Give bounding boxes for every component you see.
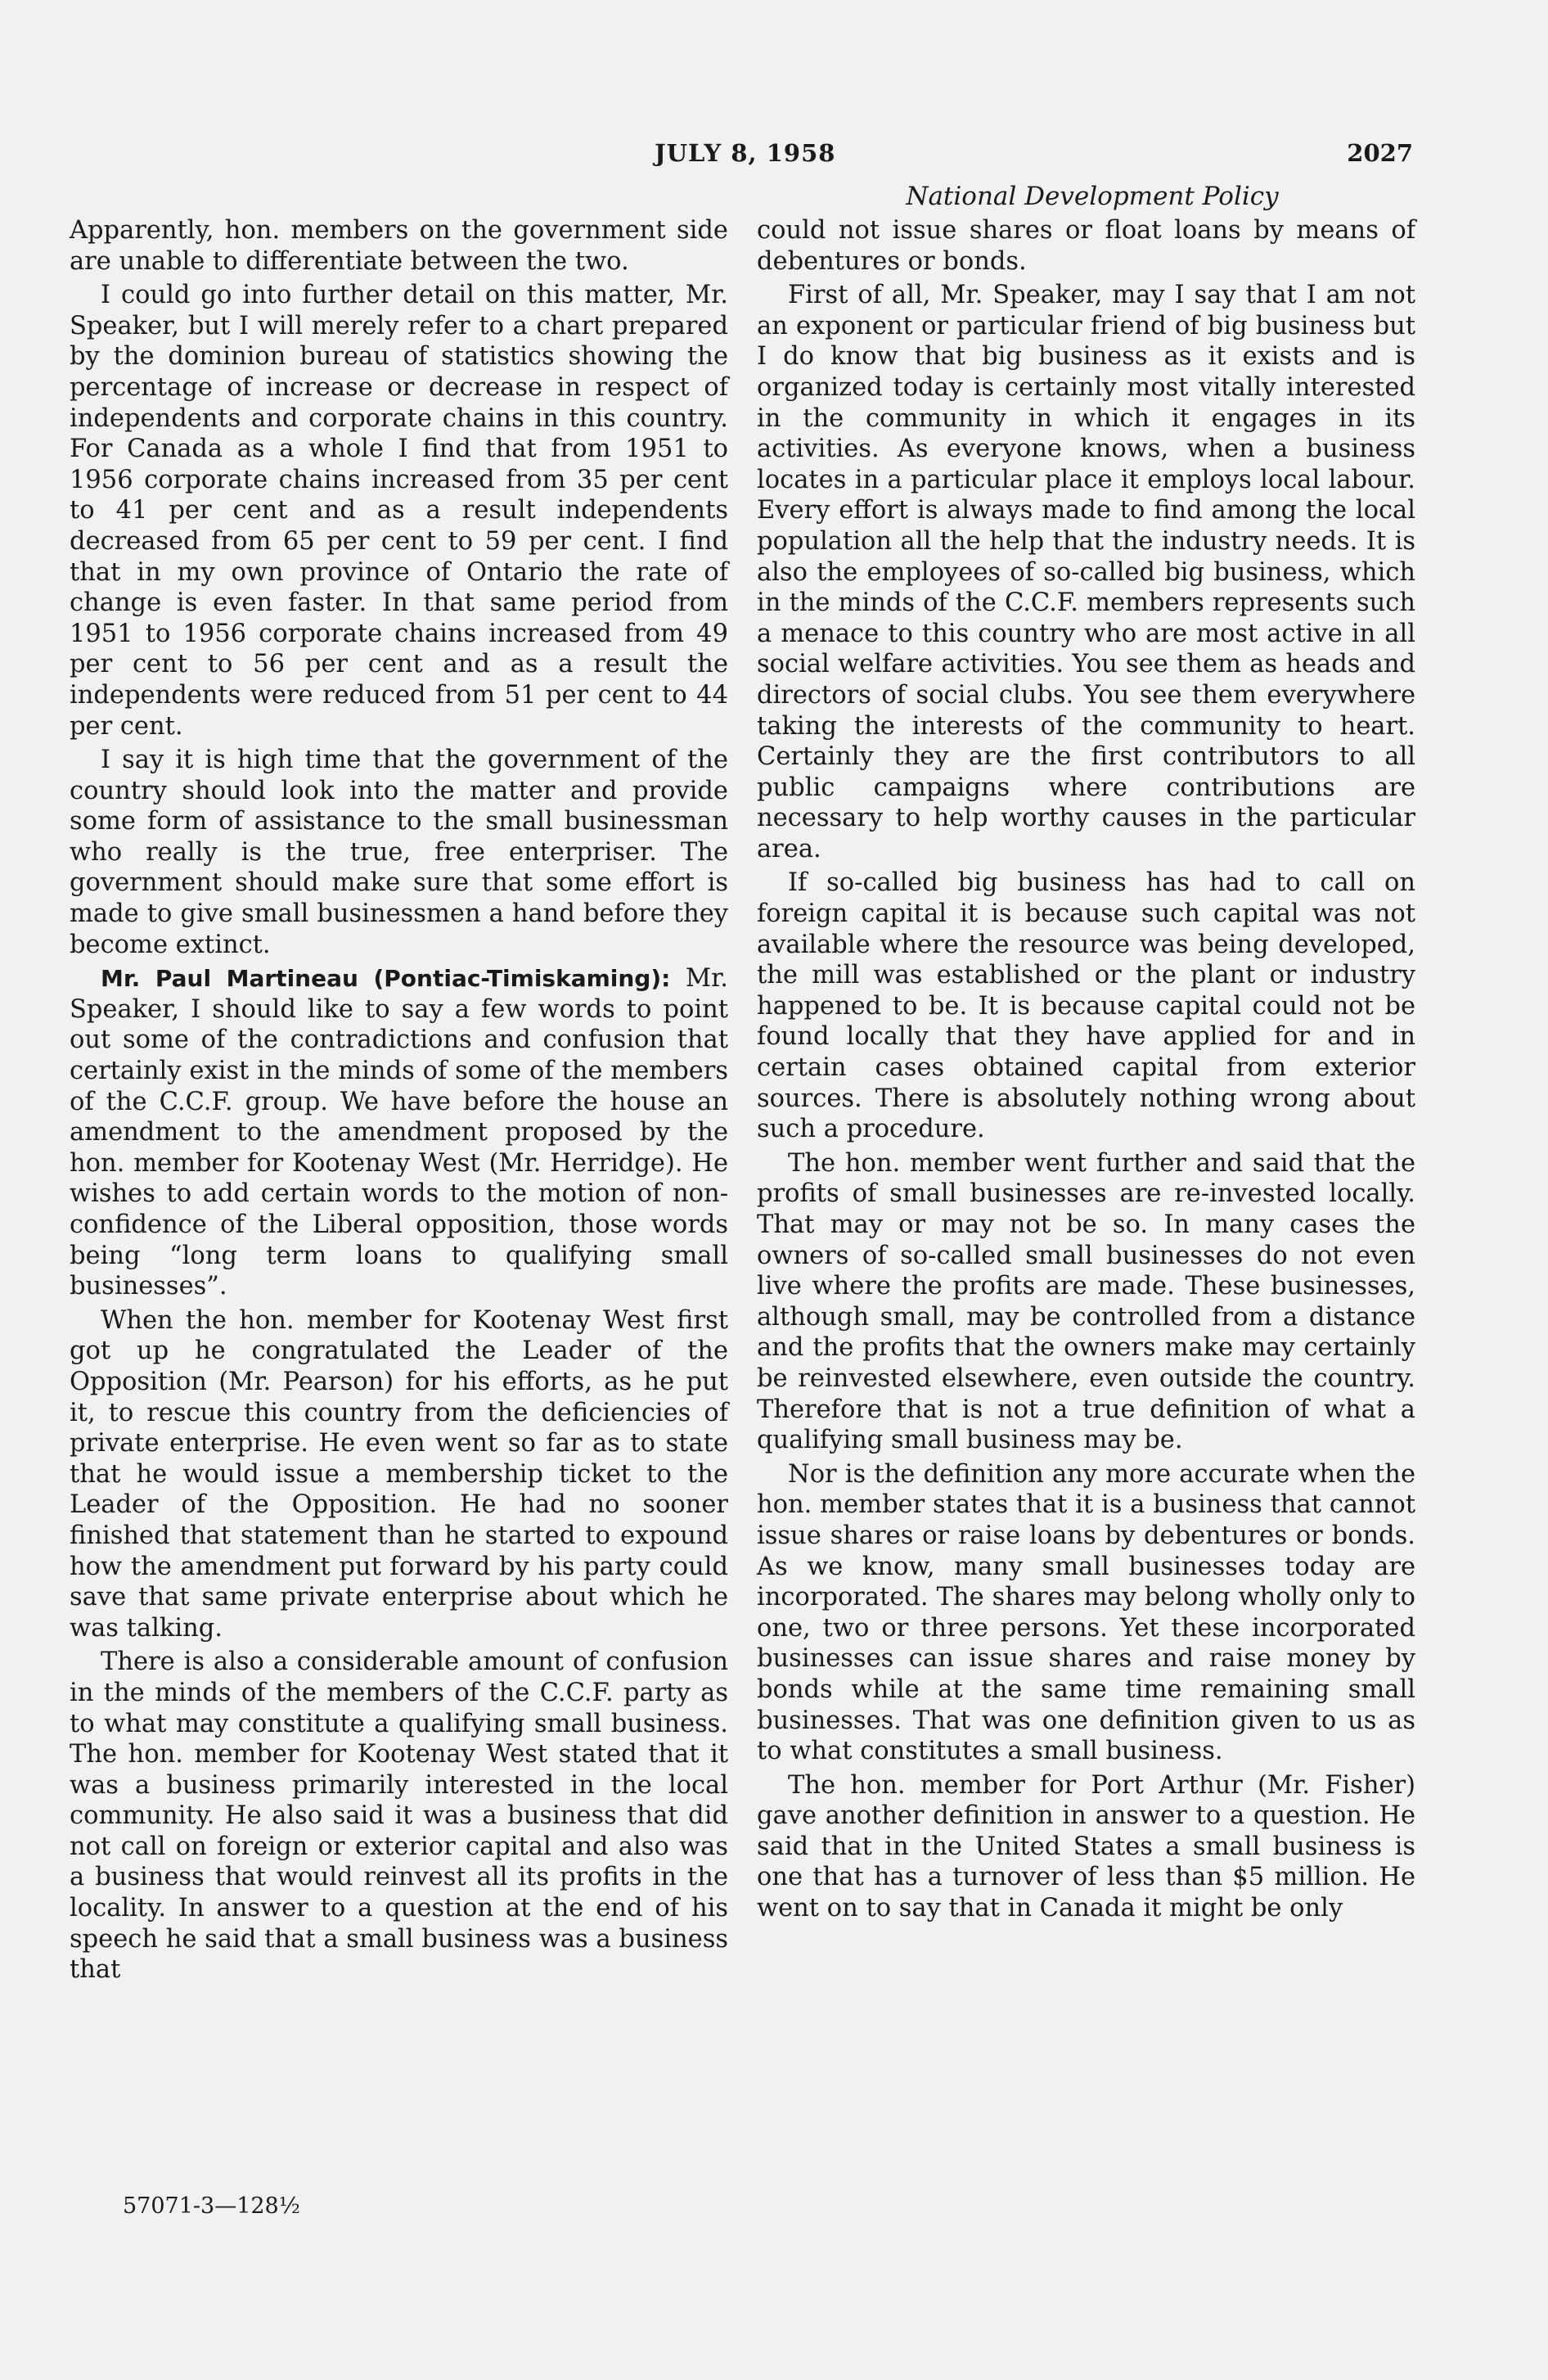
paragraph: Apparently, hon. members on the government side are unable to differentiate between the two.: [70, 216, 728, 276]
page-header: [655, 139, 1413, 172]
paragraph: The hon. member for Port Arthur (Mr. Fisher) gave another definition in answer to a question. He said that in the United States a small business is one that has a turnover of less than $5 million. He went on to say that in Canada it might be only: [757, 1770, 1415, 1923]
paragraph: could not issue shares or float loans by means of debentures or bonds.: [757, 216, 1415, 276]
page-number: 2027: [1347, 139, 1413, 167]
paragraph: Nor is the definition any more accurate when the hon. member states that it is a business that cannot issue shares or raise loans by debentures or bonds. As we know, many small businesses today are incorporated. The shares may belong wholly only to one, two or three persons. Yet these incorporated businesses can issue shares and raise money by bonds while at the same time remaining small businesses. That was one definition given to us as to what constitutes a small business.: [757, 1459, 1415, 1766]
paragraph: I could go into further detail on this matter, Mr. Speaker, but I will merely refer to a chart prepared by the dominion bureau of statistics showing the percentage of increase or decrease in respect of independents and corporate chains in this country. For Canada as a whole I find that from 1951 to 1956 corporate chains increased from 35 per cent to 41 per cent and as a result independents decreased from 65 per cent to 59 per cent. I find that in my own province of Ontario the rate of change is even faster. In that same period from 1951 to 1956 corporate chains increased from 49 per cent to 56 per cent and as a result the independents were reduced from 51 per cent to 44 per cent.: [70, 281, 728, 741]
paragraph: If so-called big business has had to call on foreign capital it is because such capital was not available where the resource was being developed, the mill was established or the plant or industry happened to be. It is because capital could not be found locally that they have applied for and in certain cases obtained capital from exterior sources. There is absolutely nothing wrong about such a procedure.: [757, 868, 1415, 1144]
paragraph: The hon. member went further and said that the profits of small businesses are re-invested locally. That may or may not be so. In many cases the owners of so-called small businesses do not even live where the profits are made. These businesses, although small, may be controlled from a distance and the profits that the owners make may certainly be reinvested elsewhere, even outside the country. Therefore that is not a true definition of what a qualifying small business may be.: [757, 1148, 1415, 1455]
right-column: [757, 215, 1415, 1927]
paragraph: When the hon. member for Kootenay West first got up he congratulated the Leader of the Opposition (Mr. Pearson) for his efforts, as he put it, to rescue this country from the deficiencies of private enterprise. He even went so far as to state that he would issue a membership ticket to the Leader of the Opposition. He had no sooner finished that statement than he started to expound how the amendment put forward by his party could save that same private enterprise about which he was talking.: [70, 1305, 728, 1643]
paragraph: I say it is high time that the government of the country should look into the matter and provide some form of assistance to the small businessman who really is the true, free enterpriser. The government should make sure that some effort is made to give small businessmen a hand before they become extinct.: [70, 746, 728, 959]
left-column: [70, 215, 728, 1989]
paragraph: First of all, Mr. Speaker, may I say that I am not an exponent or particular friend of big business but I do know that big business as it exists and is organized today is certainly most vitally interested in the community in which it engages in its activities. As everyone knows, when a business locates in a particular place it employs local labour. Every effort is always made to find among the local population all the help that the industry needs. It is also the employees of so-called big business, which in the minds of the C.C.F. members represents such a menace to this country who are most active in all social welfare activities. You see them as heads and directors of social clubs. You see them everywhere taking the interests of the community to heart. Certainly they are the first contributors to all public campaigns where contributions are necessary to help worthy causes in the particular area.: [757, 281, 1415, 863]
header-date: JULY 8, 1958: [655, 139, 836, 167]
footer-code: 57071-3—128½: [123, 2193, 300, 2219]
paragraph: There is also a considerable amount of confusion in the minds of the members of the C.C.F. party as to what may constitute a qualifying small business. The hon. member for Kootenay West stated that it was a business primarily interested in the local community. He also said it was a business that did not call on foreign or exterior capital and also was a business that would reinvest all its profits in the locality. In answer to a question at the end of his speech he said that a small business was a business that: [70, 1648, 728, 1985]
speech-text: Mr. Speaker, I should like to say a few words to point out some of the contradictions and confusion that certainly exist in the minds of some of the members of the C.C.F. group. We have before the house an amendment to the amendment proposed by the hon. member for Kootenay West (Mr. Herridge). He wishes to add certain words to the motion of non-confidence of the Liberal opposition, those words being “long term loans to qualifying small businesses”.: [70, 964, 728, 1301]
speaker-name: Mr. Paul Martineau (Pontiac-Timiskaming):: [101, 965, 671, 993]
running-head: National Development Policy: [906, 182, 1279, 211]
paragraph: [70, 963, 728, 1302]
